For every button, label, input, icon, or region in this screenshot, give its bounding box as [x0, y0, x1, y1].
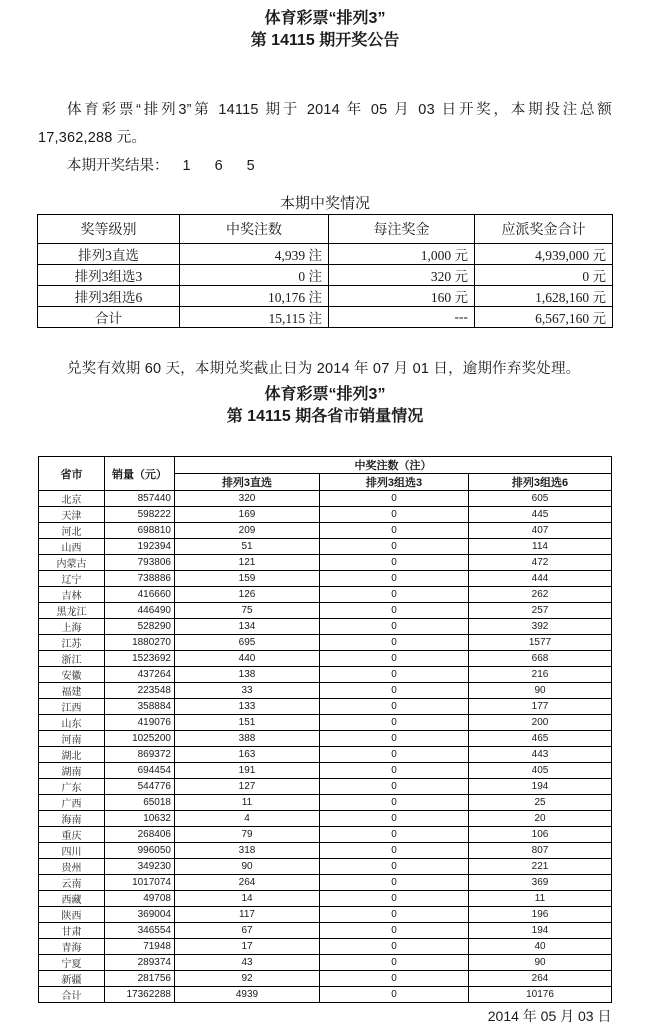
table-cell: 346554: [105, 923, 175, 939]
table-row: [39, 891, 612, 907]
prize-header-amount: 每注奖金: [329, 215, 475, 244]
table-cell: ---: [329, 307, 475, 328]
table-cell: 0: [320, 843, 469, 859]
table-cell: 1,000 元: [329, 244, 475, 265]
table-cell: 11: [175, 795, 320, 811]
table-cell: 446490: [105, 603, 175, 619]
table-cell: 444: [469, 571, 612, 587]
table-cell: 0: [320, 715, 469, 731]
table-cell: 湖南: [39, 763, 105, 779]
table-cell: 43: [175, 955, 320, 971]
table-row: [39, 635, 612, 651]
table-cell: 75: [175, 603, 320, 619]
sales-header-sales: 销量（元）: [105, 457, 175, 491]
table-cell: 160 元: [329, 286, 475, 307]
redeem-paragraph: 兑奖有效期 60 天，本期兑奖截止日为 2014 年 07 月 01 日，逾期作弃奖处理。: [67, 361, 581, 377]
table-cell: 605: [469, 491, 612, 507]
table-row: [39, 779, 612, 795]
draw-result-label: 本期开奖结果：: [67, 158, 169, 174]
table-cell: 陕西: [39, 907, 105, 923]
table-cell: 11: [469, 891, 612, 907]
table-cell: 117: [175, 907, 320, 923]
table-row: [38, 244, 613, 265]
table-row: [39, 923, 612, 939]
table-cell: 807: [469, 843, 612, 859]
table-cell: 湖北: [39, 747, 105, 763]
table-cell: 194: [469, 779, 612, 795]
table-row: [39, 603, 612, 619]
sales-title-line2: 第 14115 期各省市销量情况: [226, 408, 424, 425]
table-cell: 广西: [39, 795, 105, 811]
table-cell: 79: [175, 827, 320, 843]
table-cell: 257: [469, 603, 612, 619]
table-cell: 51: [175, 539, 320, 555]
table-cell: 吉林: [39, 587, 105, 603]
table-cell: 544776: [105, 779, 175, 795]
table-cell: 排列3直选: [38, 244, 180, 265]
table-row: [39, 491, 612, 507]
table-cell: 重庆: [39, 827, 105, 843]
prize-header-count: 中奖注数: [180, 215, 329, 244]
draw-result-line: [38, 152, 612, 180]
table-cell: 405: [469, 763, 612, 779]
table-cell: 177: [469, 699, 612, 715]
intro-paragraph: 体育彩票“排列3”第 14115 期于 2014 年 05 月 03 日开奖，本期投注总额 17,362,288 元。: [38, 102, 612, 146]
announcement-date: 2014 年 05 月 03 日: [487, 1008, 612, 1024]
table-row: [39, 539, 612, 555]
document-title-line1: 体育彩票“排列3”: [264, 10, 386, 27]
prize-header-total: 应派奖金合计: [475, 215, 613, 244]
table-cell: 90: [175, 859, 320, 875]
table-cell: 320: [175, 491, 320, 507]
table-cell: 0: [320, 891, 469, 907]
table-cell: 528290: [105, 619, 175, 635]
table-row: [39, 571, 612, 587]
table-cell: 17362288: [105, 987, 175, 1003]
table-row: [39, 971, 612, 987]
table-row: [38, 286, 613, 307]
table-row: [39, 507, 612, 523]
table-cell: 71948: [105, 939, 175, 955]
table-cell: 黑龙江: [39, 603, 105, 619]
table-cell: 33: [175, 683, 320, 699]
table-cell: 191: [175, 763, 320, 779]
table-cell: 695: [175, 635, 320, 651]
table-cell: 0: [320, 587, 469, 603]
table-cell: 40: [469, 939, 612, 955]
table-cell: 0: [320, 491, 469, 507]
table-cell: 0: [320, 683, 469, 699]
table-cell: 江西: [39, 699, 105, 715]
table-cell: 宁夏: [39, 955, 105, 971]
table-cell: 0: [320, 699, 469, 715]
table-cell: 698810: [105, 523, 175, 539]
table-cell: 排列3组选3: [38, 265, 180, 286]
table-cell: 121: [175, 555, 320, 571]
table-cell: 443: [469, 747, 612, 763]
table-cell: 0: [320, 923, 469, 939]
table-cell: 四川: [39, 843, 105, 859]
table-row: [39, 875, 612, 891]
table-cell: 65018: [105, 795, 175, 811]
table-cell: 216: [469, 667, 612, 683]
table-cell: 738886: [105, 571, 175, 587]
table-cell: 10,176 注: [180, 286, 329, 307]
table-row: [38, 265, 613, 286]
table-cell: 0: [320, 507, 469, 523]
table-cell: 138: [175, 667, 320, 683]
table-row: [39, 843, 612, 859]
table-cell: 159: [175, 571, 320, 587]
table-cell: 20: [469, 811, 612, 827]
table-cell: 209: [175, 523, 320, 539]
table-cell: 200: [469, 715, 612, 731]
prize-table-body: [38, 244, 613, 328]
table-cell: 0: [320, 859, 469, 875]
table-cell: 416660: [105, 587, 175, 603]
table-row: [39, 555, 612, 571]
table-cell: 349230: [105, 859, 175, 875]
table-cell: 25: [469, 795, 612, 811]
table-cell: 4,939 注: [180, 244, 329, 265]
table-cell: 857440: [105, 491, 175, 507]
table-cell: 贵州: [39, 859, 105, 875]
table-row: [39, 683, 612, 699]
table-cell: 0: [320, 731, 469, 747]
table-cell: 西藏: [39, 891, 105, 907]
sales-header-zuxuan6: 排列3组选6: [469, 474, 612, 491]
table-row: [38, 307, 613, 328]
table-cell: 996050: [105, 843, 175, 859]
table-cell: 668: [469, 651, 612, 667]
table-cell: 0: [320, 763, 469, 779]
prize-table: [37, 214, 613, 328]
table-cell: 14: [175, 891, 320, 907]
table-row: [39, 859, 612, 875]
table-row: [39, 587, 612, 603]
table-cell: 0: [320, 955, 469, 971]
table-cell: 133: [175, 699, 320, 715]
table-cell: 广东: [39, 779, 105, 795]
table-cell: 1,628,160 元: [475, 286, 613, 307]
table-row: [39, 987, 612, 1003]
table-row: [39, 827, 612, 843]
table-cell: 92: [175, 971, 320, 987]
table-cell: 青海: [39, 939, 105, 955]
table-cell: 0: [320, 667, 469, 683]
table-cell: 192394: [105, 539, 175, 555]
table-cell: 598222: [105, 507, 175, 523]
prize-table-caption: 本期中奖情况: [279, 195, 370, 212]
table-row: [39, 795, 612, 811]
table-cell: 4939: [175, 987, 320, 1003]
table-cell: 221: [469, 859, 612, 875]
table-cell: 90: [469, 955, 612, 971]
table-cell: 0: [320, 651, 469, 667]
table-row: [39, 939, 612, 955]
table-cell: 0: [320, 811, 469, 827]
table-cell: 358884: [105, 699, 175, 715]
table-cell: 0: [320, 827, 469, 843]
table-cell: 289374: [105, 955, 175, 971]
table-cell: 0: [320, 635, 469, 651]
table-cell: 163: [175, 747, 320, 763]
table-cell: 0: [320, 555, 469, 571]
table-cell: 419076: [105, 715, 175, 731]
table-cell: 0: [320, 619, 469, 635]
table-cell: 安徽: [39, 667, 105, 683]
table-cell: 281756: [105, 971, 175, 987]
table-cell: 127: [175, 779, 320, 795]
table-cell: 17: [175, 939, 320, 955]
table-cell: 1025200: [105, 731, 175, 747]
table-cell: 1577: [469, 635, 612, 651]
table-cell: 465: [469, 731, 612, 747]
table-cell: 196: [469, 907, 612, 923]
table-cell: 内蒙古: [39, 555, 105, 571]
table-cell: 0: [320, 603, 469, 619]
table-cell: 6,567,160 元: [475, 307, 613, 328]
table-cell: 264: [175, 875, 320, 891]
table-cell: 407: [469, 523, 612, 539]
table-cell: 山西: [39, 539, 105, 555]
table-cell: 437264: [105, 667, 175, 683]
table-cell: 4,939,000 元: [475, 244, 613, 265]
table-cell: 445: [469, 507, 612, 523]
table-cell: 49708: [105, 891, 175, 907]
table-row: [39, 955, 612, 971]
table-cell: 河南: [39, 731, 105, 747]
table-cell: 106: [469, 827, 612, 843]
document-title: [0, 0, 650, 52]
table-cell: 793806: [105, 555, 175, 571]
sales-table-body: [39, 491, 612, 1003]
table-cell: 云南: [39, 875, 105, 891]
table-cell: 福建: [39, 683, 105, 699]
table-cell: 134: [175, 619, 320, 635]
table-cell: 268406: [105, 827, 175, 843]
table-cell: 0: [320, 523, 469, 539]
table-cell: 392: [469, 619, 612, 635]
table-cell: 新疆: [39, 971, 105, 987]
table-cell: 0: [320, 795, 469, 811]
table-cell: 上海: [39, 619, 105, 635]
table-row: [39, 747, 612, 763]
sales-table-header-row1: [39, 457, 612, 474]
table-cell: 151: [175, 715, 320, 731]
table-cell: 126: [175, 587, 320, 603]
table-cell: 1017074: [105, 875, 175, 891]
table-row: [39, 763, 612, 779]
table-cell: 1523692: [105, 651, 175, 667]
table-cell: 369: [469, 875, 612, 891]
table-cell: 0: [320, 907, 469, 923]
sales-title-line1: 体育彩票“排列3”: [264, 386, 386, 403]
table-cell: 320 元: [329, 265, 475, 286]
table-cell: 694454: [105, 763, 175, 779]
table-cell: 合计: [39, 987, 105, 1003]
sales-header-zhixuan: 排列3直选: [175, 474, 320, 491]
table-cell: 0: [320, 779, 469, 795]
table-cell: 合计: [38, 307, 180, 328]
table-row: [39, 731, 612, 747]
table-cell: 北京: [39, 491, 105, 507]
table-row: [39, 619, 612, 635]
table-cell: 0: [320, 571, 469, 587]
table-cell: 10176: [469, 987, 612, 1003]
table-cell: 0: [320, 971, 469, 987]
table-cell: 甘肃: [39, 923, 105, 939]
table-cell: 海南: [39, 811, 105, 827]
table-row: [39, 523, 612, 539]
table-cell: 天津: [39, 507, 105, 523]
table-cell: 0 注: [180, 265, 329, 286]
table-cell: 90: [469, 683, 612, 699]
table-cell: 114: [469, 539, 612, 555]
table-cell: 0: [320, 747, 469, 763]
table-cell: 0: [320, 539, 469, 555]
table-cell: 0 元: [475, 265, 613, 286]
table-cell: 223548: [105, 683, 175, 699]
sales-table: [38, 456, 612, 1003]
table-cell: 排列3组选6: [38, 286, 180, 307]
table-row: [39, 907, 612, 923]
table-row: [39, 811, 612, 827]
table-cell: 辽宁: [39, 571, 105, 587]
table-cell: 869372: [105, 747, 175, 763]
table-cell: 0: [320, 875, 469, 891]
table-cell: 440: [175, 651, 320, 667]
table-row: [39, 651, 612, 667]
draw-result-digits: 1 6 5: [182, 158, 265, 174]
table-cell: 山东: [39, 715, 105, 731]
table-cell: 0: [320, 987, 469, 1003]
table-cell: 262: [469, 587, 612, 603]
table-cell: 河北: [39, 523, 105, 539]
table-cell: 浙江: [39, 651, 105, 667]
prize-header-level: 奖等级别: [38, 215, 180, 244]
sales-header-wincount-group: 中奖注数（注）: [175, 457, 612, 474]
table-cell: 264: [469, 971, 612, 987]
sales-section-title: [0, 384, 650, 428]
table-cell: 67: [175, 923, 320, 939]
document-title-line2: 第 14115 期开奖公告: [250, 32, 400, 49]
table-cell: 169: [175, 507, 320, 523]
table-cell: 318: [175, 843, 320, 859]
prize-table-header-row: [38, 215, 613, 244]
table-cell: 10632: [105, 811, 175, 827]
table-row: [39, 699, 612, 715]
table-cell: 472: [469, 555, 612, 571]
table-cell: 15,115 注: [180, 307, 329, 328]
table-cell: 388: [175, 731, 320, 747]
table-cell: 369004: [105, 907, 175, 923]
table-cell: 1880270: [105, 635, 175, 651]
table-cell: 0: [320, 939, 469, 955]
table-row: [39, 667, 612, 683]
sales-header-province: 省市: [39, 457, 105, 491]
table-cell: 4: [175, 811, 320, 827]
table-cell: 194: [469, 923, 612, 939]
sales-header-zuxuan3: 排列3组选3: [320, 474, 469, 491]
table-cell: 江苏: [39, 635, 105, 651]
table-row: [39, 715, 612, 731]
